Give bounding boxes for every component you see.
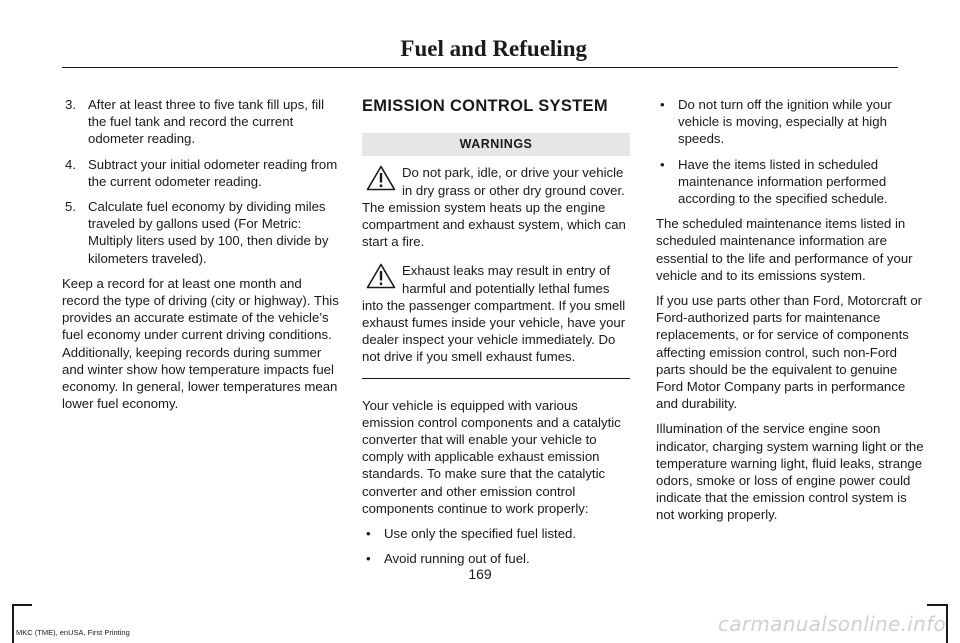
- warnings-divider: [362, 378, 630, 379]
- page-number: 169: [468, 566, 492, 582]
- edition-footer: MKC (TME), enUSA, First Printing: [16, 628, 130, 637]
- list-item: [62, 156, 339, 190]
- parts-paragraph: If you use parts other than Ford, Motorcraft or Ford-authorized parts for maintenance replacements, or for service of components affecting emission control, such non-Ford parts should be the equivalent to genuine Ford Motor Company parts in performance and durability.: [656, 293, 923, 412]
- section-heading: EMISSION CONTROL SYSTEM: [362, 97, 608, 115]
- crop-mark: [927, 604, 947, 606]
- list-item: [656, 156, 926, 208]
- step-text: After at least three to five tank fill ups, fill the fuel tank and record the current odometer reading.: [88, 97, 325, 147]
- list-item: [62, 96, 339, 148]
- bullet-text: Use only the specified fuel listed.: [384, 526, 577, 542]
- header-divider: [62, 67, 898, 68]
- step-number: 5.: [65, 199, 76, 215]
- warning-item: [362, 164, 630, 250]
- bullet-text: Have the items listed in scheduled maintenance information performed according to the specified schedule.: [678, 156, 888, 207]
- warning-triangle-icon: [366, 165, 396, 191]
- middle-column: [362, 96, 630, 575]
- step-number: 4.: [65, 156, 76, 172]
- indicator-paragraph: Illumination of the service engine soon indicator, charging system warning light or the temperature warning light, fluid leaks, strange odors, smoke or loss of engine power could indicate that the emission control system is not working properly.: [656, 421, 924, 523]
- list-item: [362, 550, 630, 567]
- warnings-label: WARNINGS: [362, 133, 630, 156]
- bullet-icon: •: [366, 551, 371, 567]
- fuel-economy-paragraph: Keep a record for at least one month and record the type of driving (city or highway). This provides an accurate estimate of the vehicle’s fuel economy under current driving conditions. Additionally, keeping records during summer and winter show how temperature impacts fuel economy. In general, lower temperatures mean lower fuel economy.: [62, 275, 339, 412]
- watermark: carmanualsonline.info: [718, 612, 946, 636]
- step-text: Calculate fuel economy by dividing miles traveled by gallons used (For Metric: Multiply liters used by 100, then divide by kilometers traveled).: [88, 199, 329, 266]
- bullet-text: Avoid running out of fuel.: [384, 551, 530, 567]
- step-text: Subtract your initial odometer reading from the current odometer reading.: [88, 156, 338, 189]
- bullet-text: Do not turn off the ignition while your vehicle is moving, especially at high speeds.: [678, 97, 892, 147]
- emission-paragraph: Your vehicle is equipped with various emission control components and a catalytic converter that will enable your vehicle to comply with applicable exhaust emission standards. To make sure that the catalytic converter and other emission control components continue to work properly:: [362, 397, 621, 516]
- left-column: [62, 96, 339, 420]
- bullet-icon: •: [660, 156, 665, 172]
- steps-list: [62, 96, 339, 267]
- step-number: 3.: [65, 97, 76, 112]
- list-item: [656, 96, 926, 148]
- warning-item: [362, 262, 630, 365]
- maintenance-paragraph: The scheduled maintenance items listed in scheduled maintenance information are essential to the life and performance of your vehicle and to its emissions system.: [656, 216, 913, 283]
- crop-mark: [946, 604, 948, 643]
- crop-mark: [12, 604, 14, 643]
- bullet-list: [362, 525, 630, 567]
- warning-text: Do not park, idle, or drive your vehicle in dry grass or other dry ground cover. The emission system heats up the engine compartment and exhaust system, which can start a fire.: [362, 165, 626, 250]
- warning-triangle-icon: [366, 263, 396, 289]
- bullet-icon: •: [366, 526, 371, 542]
- page-header-title: Fuel and Refueling: [400, 36, 587, 61]
- list-item: [362, 525, 630, 542]
- list-item: [62, 198, 339, 267]
- crop-mark: [12, 604, 32, 606]
- right-column: [656, 96, 926, 532]
- warning-text: Exhaust leaks may result in entry of harmful and potentially lethal fumes into the passenger compartment. If you smell exhaust fumes inside your vehicle, have your dealer inspect your vehicle immediately. Do not drive if you smell exhaust fumes.: [362, 263, 626, 365]
- bullet-icon: •: [660, 97, 665, 112]
- bullet-list: [656, 96, 926, 207]
